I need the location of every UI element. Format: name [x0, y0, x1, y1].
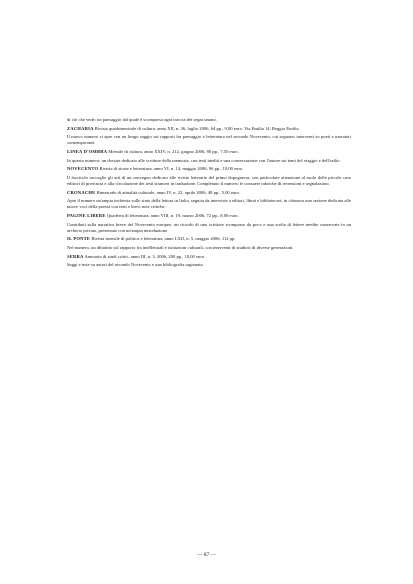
entry-header	[67, 236, 351, 242]
entry-header	[67, 190, 351, 196]
entry-header	[67, 126, 351, 132]
entry-title: NOVECENTO	[67, 166, 99, 172]
entry-body-text: In questo numero: un dossier dedicato alle scritture della memoria, con testi inediti e una conversazione con l'autore sui temi del viaggio e dell'esilio.	[67, 157, 341, 163]
continuation-paragraph	[67, 117, 351, 123]
entry-title: LINEA D'OMBRA	[67, 148, 108, 154]
entry-title: PAGINE LIBERE	[67, 212, 106, 218]
entry-body	[67, 262, 351, 268]
entry-body-text: Il nuovo numero si apre con un lungo saggio sui rapporti fra paesaggio e letteratura nel secondo Novecento, cui seguono interventi su poeti e narratori contemporanei.	[67, 134, 351, 146]
entry-citation: Mensile di cultura, anno XXIV, n. 212, giugno 2006, 80 pp., 7,50 euro.	[108, 148, 239, 154]
entry-body-text: Il fascicolo raccoglie gli atti di un convegno dedicato alle riviste letterarie del primo dopoguerra, con particolare attenzione al ruolo delle piccole case editrici di provincia e alla circolazione dei testi stranieri in traduzione. Completano il numero le consuete rubriche di recensioni e segnalazioni.	[67, 174, 351, 186]
entry-citation: Bimestrale di attualità culturale, anno IV, n. 22, aprile 2006, 48 pp., 5,00 euro.	[96, 189, 241, 195]
entry-citation: Quaderni di letteratura, anno VIII, n. 19, marzo 2006, 72 pp., 8,00 euro.	[106, 212, 239, 218]
entry-citation: Annuario di studi critici, anno III, n. 3, 2006, 200 pp., 18,00 euro.	[84, 253, 206, 259]
page-number: — 87 —	[196, 552, 217, 558]
entry-body-text: Nel numero, un dibattito sul rapporto fra intellettuali e istituzioni culturali, con interventi di studiosi di diverse generazioni.	[67, 244, 294, 250]
entry-title: CRONACHE	[67, 189, 96, 195]
entry-title: IL PONTE	[67, 236, 91, 242]
entry-body-text: Contributi sulla narrativa breve del Novecento europeo, un ricordo di uno scrittore scomparso da poco e una scelta di lettere inedite conservate in un archivio privato, presentate con un'ampia introduzione.	[67, 221, 351, 233]
entry-body	[67, 134, 351, 146]
entry-citation: Rivista quadrimestrale di cultura, anno XII, n. 36, luglio 2006, 64 pp., 9,00 euro. Via Emilia 14, Reggio Emilia.	[94, 125, 300, 131]
entry-citation: Rivista di storia e letteratura, anno VI, n. 14, maggio 2006, 96 pp., 10,00 euro.	[99, 166, 244, 172]
entry-header	[67, 166, 351, 172]
entry-body	[67, 198, 351, 210]
entry-body	[67, 158, 351, 164]
entry-title: SERRA	[67, 253, 84, 259]
entry-body	[67, 175, 351, 187]
entry-header	[67, 149, 351, 155]
entry-header	[67, 213, 351, 219]
entry-text: di ciò che vede: un paesaggio dal quale è scomparsa ogni traccia dei segni umani.	[67, 117, 217, 122]
entry-body-text: Apre il numero un'ampia inchiesta sullo stato della lettura in Italia, seguita da interviste a editori, librai e bibliotecari; in chiusura una sezione dedicata alle nuove voci della poesia con testi e brevi note critiche.	[67, 198, 351, 210]
entry-title: ZACHARIA	[67, 125, 94, 131]
entry-body	[67, 222, 351, 234]
entry-body-text: Saggi e note su autori del secondo Novecento e una bibliografia ragionata.	[67, 262, 204, 268]
entry-body	[67, 245, 351, 251]
entry-header	[67, 254, 351, 260]
text-column	[67, 117, 351, 271]
entry-citation: Rivista mensile di politica e letteratura, anno LXII, n. 5, maggio 2006, 112 pp.	[91, 236, 236, 242]
